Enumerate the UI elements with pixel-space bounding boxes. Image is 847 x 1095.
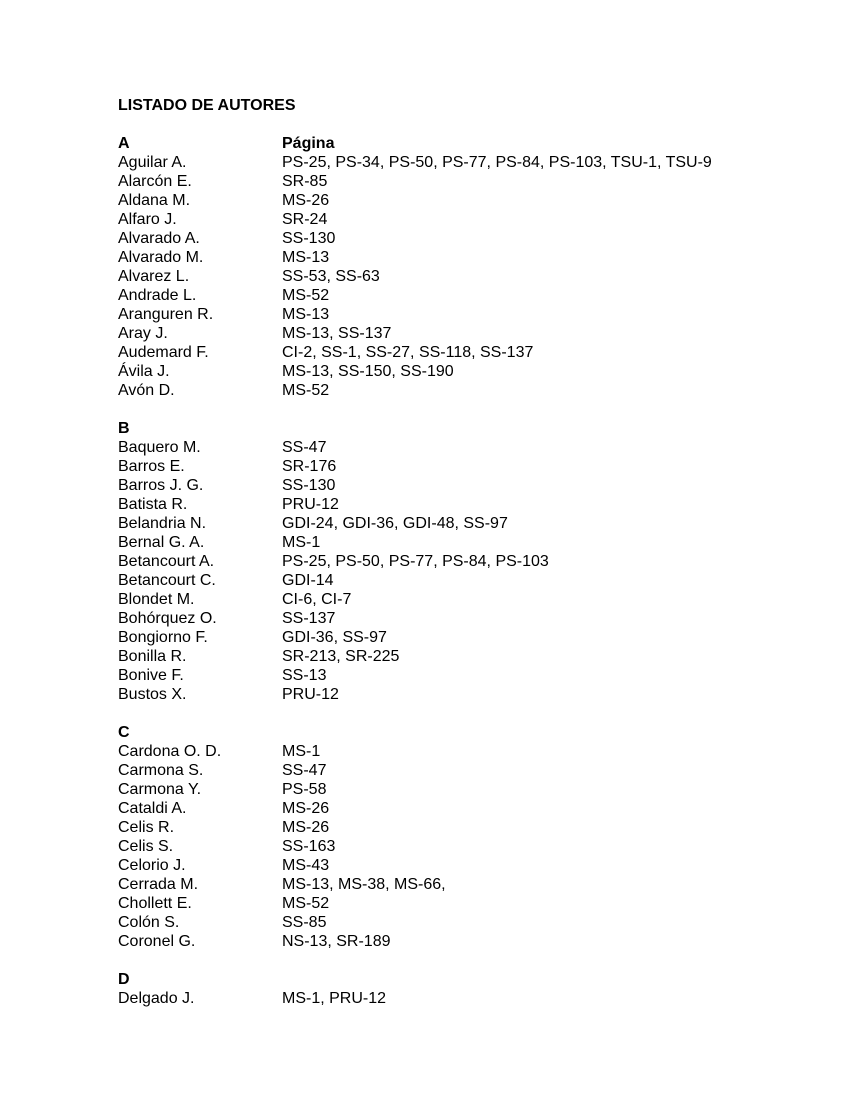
author-entry	[118, 438, 818, 457]
author-pages: MS-13, MS-38, MS-66,	[282, 876, 446, 893]
author-pages: MS-52	[282, 287, 330, 304]
author-name: Cataldi A.	[118, 800, 187, 817]
author-entry	[118, 666, 818, 685]
section-letter: B	[118, 420, 130, 437]
author-entry	[118, 609, 818, 628]
author-name: Carmona Y.	[118, 781, 202, 798]
author-name: Celis S.	[118, 838, 174, 855]
author-pages: SS-163	[282, 838, 336, 855]
author-pages: PS-25, PS-34, PS-50, PS-77, PS-84, PS-103, TSU-1, TSU-9	[282, 154, 712, 171]
author-pages: MS-13	[282, 249, 330, 266]
author-name: Colón S.	[118, 914, 180, 931]
author-name: Aldana M.	[118, 192, 191, 209]
author-name: Ávila J.	[118, 363, 170, 380]
letter-section	[118, 723, 818, 951]
author-entry	[118, 210, 818, 229]
page-column-header: Página	[282, 135, 335, 152]
author-entry	[118, 514, 818, 533]
author-name: Baquero M.	[118, 439, 201, 456]
author-pages: SS-47	[282, 439, 327, 456]
author-entry	[118, 305, 818, 324]
author-pages: CI-2, SS-1, SS-27, SS-118, SS-137	[282, 344, 534, 361]
author-entry	[118, 248, 818, 267]
author-pages: MS-13	[282, 306, 330, 323]
author-name: Barros E.	[118, 458, 185, 475]
author-entry	[118, 685, 818, 704]
author-entry	[118, 875, 818, 894]
author-name: Alvarez L.	[118, 268, 190, 285]
author-name: Betancourt A.	[118, 553, 215, 570]
author-entry	[118, 590, 818, 609]
author-name: Betancourt C.	[118, 572, 216, 589]
author-entry	[118, 495, 818, 514]
author-name: Aguilar A.	[118, 154, 187, 171]
author-name: Delgado J.	[118, 990, 195, 1007]
author-name: Carmona S.	[118, 762, 204, 779]
author-name: Barros J. G.	[118, 477, 204, 494]
author-pages: PRU-12	[282, 496, 339, 513]
author-entry	[118, 267, 818, 286]
author-name: Alfaro J.	[118, 211, 177, 228]
author-entry	[118, 381, 818, 400]
author-entry	[118, 324, 818, 343]
author-name: Bonive F.	[118, 667, 184, 684]
author-entry	[118, 989, 818, 1008]
author-entry	[118, 742, 818, 761]
author-pages: NS-13, SR-189	[282, 933, 391, 950]
author-entry	[118, 229, 818, 248]
author-pages: SR-85	[282, 173, 328, 190]
author-entry	[118, 780, 818, 799]
author-pages: PS-25, PS-50, PS-77, PS-84, PS-103	[282, 553, 549, 570]
section-letter: A	[118, 135, 130, 152]
author-name: Celis R.	[118, 819, 175, 836]
author-name: Blondet M.	[118, 591, 195, 608]
author-name: Bohórquez O.	[118, 610, 217, 627]
author-name: Coronel G.	[118, 933, 196, 950]
author-entry	[118, 172, 818, 191]
author-pages: MS-13, SS-137	[282, 325, 392, 342]
author-pages: SS-130	[282, 477, 336, 494]
author-name: Celorio J.	[118, 857, 186, 874]
author-pages: SS-53, SS-63	[282, 268, 380, 285]
author-name: Chollett E.	[118, 895, 192, 912]
author-name: Alarcón E.	[118, 173, 192, 190]
author-entry	[118, 818, 818, 837]
author-name: Cardona O. D.	[118, 743, 222, 760]
author-entry	[118, 343, 818, 362]
letter-section	[118, 970, 818, 1008]
author-entry	[118, 533, 818, 552]
author-entry	[118, 894, 818, 913]
author-pages: MS-52	[282, 382, 330, 399]
section-letter: D	[118, 971, 130, 988]
author-pages: MS-13, SS-150, SS-190	[282, 363, 454, 380]
letter-section	[118, 419, 818, 704]
author-entry	[118, 286, 818, 305]
author-pages: MS-1, PRU-12	[282, 990, 387, 1007]
letter-section	[118, 134, 818, 400]
section-header	[118, 723, 818, 742]
document-title: LISTADO DE AUTORES	[118, 97, 296, 114]
author-name: Bustos X.	[118, 686, 187, 703]
author-entry	[118, 647, 818, 666]
author-entry	[118, 191, 818, 210]
author-entry	[118, 571, 818, 590]
author-pages: PRU-12	[282, 686, 339, 703]
author-pages: GDI-36, SS-97	[282, 629, 387, 646]
section-header	[118, 970, 818, 989]
author-pages: SS-130	[282, 230, 336, 247]
author-name: Audemard F.	[118, 344, 209, 361]
section-letter: C	[118, 724, 130, 741]
author-name: Bernal G. A.	[118, 534, 205, 551]
author-entry	[118, 552, 818, 571]
author-name: Avón D.	[118, 382, 175, 399]
author-entry	[118, 799, 818, 818]
author-pages: MS-1	[282, 743, 321, 760]
author-pages: MS-26	[282, 819, 330, 836]
author-pages: MS-52	[282, 895, 330, 912]
author-name: Cerrada M.	[118, 876, 199, 893]
author-pages: SS-137	[282, 610, 336, 627]
author-name: Andrade L.	[118, 287, 197, 304]
author-index-page	[118, 96, 818, 1027]
author-name: Alvarado M.	[118, 249, 204, 266]
author-name: Belandria N.	[118, 515, 207, 532]
author-pages: GDI-14	[282, 572, 334, 589]
author-pages: SS-13	[282, 667, 327, 684]
author-pages: SR-24	[282, 211, 328, 228]
author-pages: SR-213, SR-225	[282, 648, 400, 665]
author-pages: CI-6, CI-7	[282, 591, 352, 608]
author-pages: GDI-24, GDI-36, GDI-48, SS-97	[282, 515, 508, 532]
author-entry	[118, 153, 818, 172]
author-entry	[118, 837, 818, 856]
author-name: Bongiorno F.	[118, 629, 208, 646]
author-entry	[118, 932, 818, 951]
author-entry	[118, 761, 818, 780]
author-entry	[118, 476, 818, 495]
author-index-sections	[118, 134, 818, 1008]
author-entry	[118, 913, 818, 932]
author-pages: MS-1	[282, 534, 321, 551]
author-entry	[118, 628, 818, 647]
author-name: Aray J.	[118, 325, 168, 342]
author-name: Batista R.	[118, 496, 188, 513]
author-pages: SS-47	[282, 762, 327, 779]
author-name: Bonilla R.	[118, 648, 187, 665]
author-pages: MS-43	[282, 857, 330, 874]
author-entry	[118, 856, 818, 875]
author-name: Aranguren R.	[118, 306, 214, 323]
section-header	[118, 134, 818, 153]
section-header	[118, 419, 818, 438]
author-pages: PS-58	[282, 781, 327, 798]
author-pages: SR-176	[282, 458, 337, 475]
author-name: Alvarado A.	[118, 230, 200, 247]
author-pages: MS-26	[282, 800, 330, 817]
author-pages: SS-85	[282, 914, 327, 931]
author-entry	[118, 362, 818, 381]
author-entry	[118, 457, 818, 476]
author-pages: MS-26	[282, 192, 330, 209]
